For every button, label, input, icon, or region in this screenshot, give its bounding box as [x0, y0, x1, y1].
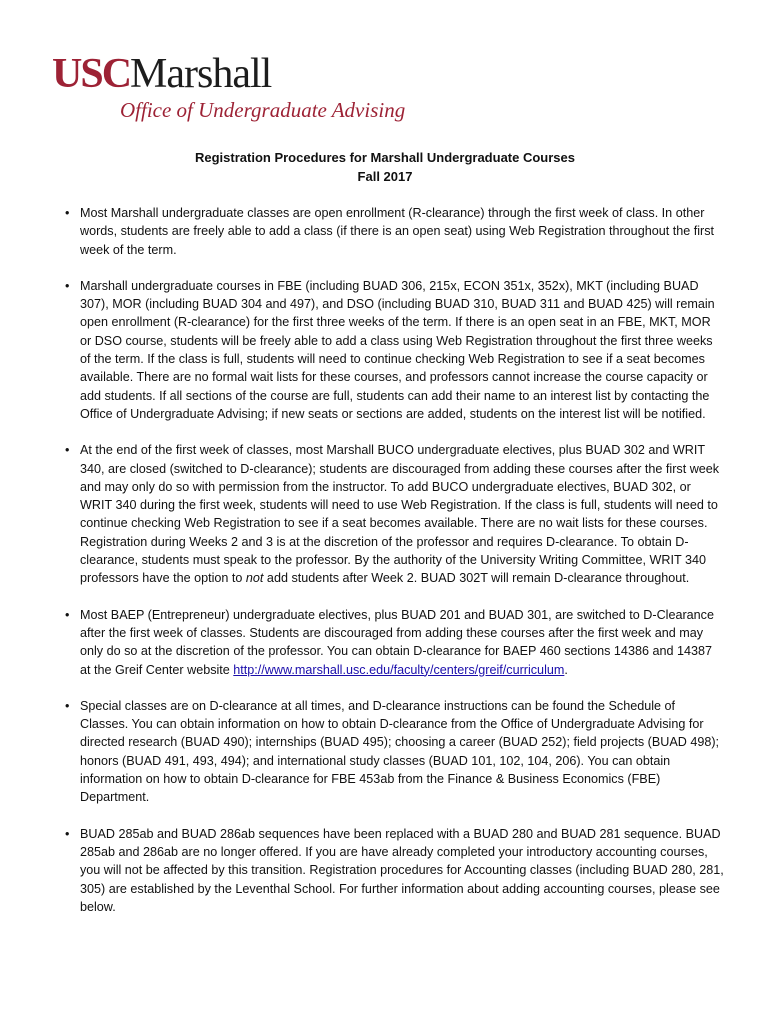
bullet-dot: • — [65, 206, 70, 220]
bullet-text: Most BAEP (Entrepreneur) undergraduate electives, plus BUAD 201 and BUAD 301, are switched to D-Clearance after the first week of classes. Students are discouraged from adding these courses after the first week and may only do so at the discretion of the professor. You can obtain D-clearance for BAEP 460 sections 14386 and 14387 at the Greif Center website — [80, 607, 714, 677]
bullet-text-continued: add students after Week 2. BUAD 302T will remain D-clearance throughout. — [263, 571, 690, 586]
logo-marshall: Marshall — [130, 51, 272, 97]
bullet-text: At the end of the first week of classes, most Marshall BUCO undergraduate electives, plus BUAD 302 and WRIT 340, are closed (switched to D-clearance); students are discouraged from adding these courses after the first week and may only do so with permission from the instructor. To add BUCO undergraduate electives, BUAD 302, or WRIT 340 during the first week, students will need to use Web Registration. If the class is full, students will need to continue checking Web Registration to see if a seat becomes available. There are no wait lists for these courses. Registration during Weeks 2 and 3 is at the discretion of the professor and requires D-clearance. To obtain D-clearance, students must speak to the professor. By the authority of the University Writing Committee, WRIT 340 professors have the option to — [80, 443, 720, 586]
greif-center-link[interactable]: http://www.marshall.usc.edu/faculty/centers/greif/curriculum — [233, 662, 565, 677]
bullet-text: Marshall undergraduate courses in FBE (including BUAD 306, 215x, ECON 351x, 352x), MKT (including BUAD 307), MOR (including BUAD 304 and 497), and DSO (including BUAD 310, BUAD 311 and BUAD 425) will remain open enrollment (R-clearance) for the first three weeks of the term. If there is an open seat in an FBE, MKT, MOR or DSO course, students will be freely able to add a class using Web Registration throughout the first three weeks of the term. If the class is full, students will need to continue checking Web Registration to see if a seat becomes available. There are no formal wait lists for these courses, and professors cannot increase the course capacity or add students. If all sections of the course are full, students can add their name to an interest list by contacting the Office of Undergraduate Advising; if new seats or sections are added, students on the interest list will be notified. — [80, 278, 715, 421]
bullet-dot: • — [65, 698, 70, 713]
bullet-dot: • — [65, 278, 70, 293]
bullet-text-end: . — [564, 662, 568, 677]
title-line-1: Registration Procedures for Marshall Undergraduate Courses — [195, 150, 575, 165]
logo-wordmark — [52, 52, 405, 96]
bullet-item — [65, 204, 725, 259]
usc-marshall-logo — [52, 52, 405, 123]
document-title — [0, 148, 770, 186]
bullet-dot: • — [65, 826, 70, 841]
bullet-emphasis: not — [245, 571, 264, 586]
logo-usc: USC — [52, 51, 131, 97]
bullet-item — [65, 606, 725, 679]
title-line-2: Fall 2017 — [357, 169, 413, 184]
document-body — [65, 204, 725, 934]
bullet-dot: • — [65, 607, 70, 622]
bullet-item — [65, 441, 725, 587]
bullet-item — [65, 277, 725, 423]
bullet-text: Most Marshall undergraduate classes are open enrollment (R-clearance) through the first week of class. In other words, students are freely able to add a class (if there is an open seat) using Web Registration throughout the first week of the term. — [80, 206, 714, 257]
bullet-text: Special classes are on D-clearance at all times, and D-clearance instructions can be found the Schedule of Classes. You can obtain information on how to obtain D-clearance from the Office of Undergraduate Advising for directed research (BUAD 490); internships (BUAD 495); choosing a career (BUAD 252); field projects (BUAD 498); honors (BUAD 491, 493, 494); and international study classes (BUAD 101, 102, 104, 206). You can obtain information on how to obtain D-clearance for FBE 453ab from the Finance & Business Economics (FBE) Department. — [80, 698, 720, 805]
bullet-text: BUAD 285ab and BUAD 286ab sequences have been replaced with a BUAD 280 and BUAD 281 sequence. BUAD 285ab and 286ab are no longer offered. If you are have already completed your introductory accounting courses, you will not be affected by this transition. Registration procedures for Accounting classes (including BUAD 280, 281, 305) are established by the Leventhal School. For further information about adding accounting courses, please see below. — [80, 826, 724, 914]
bullet-item — [65, 697, 725, 807]
office-name: Office of Undergraduate Advising — [120, 98, 406, 122]
bullet-item — [65, 825, 725, 916]
bullet-dot: • — [65, 443, 70, 458]
